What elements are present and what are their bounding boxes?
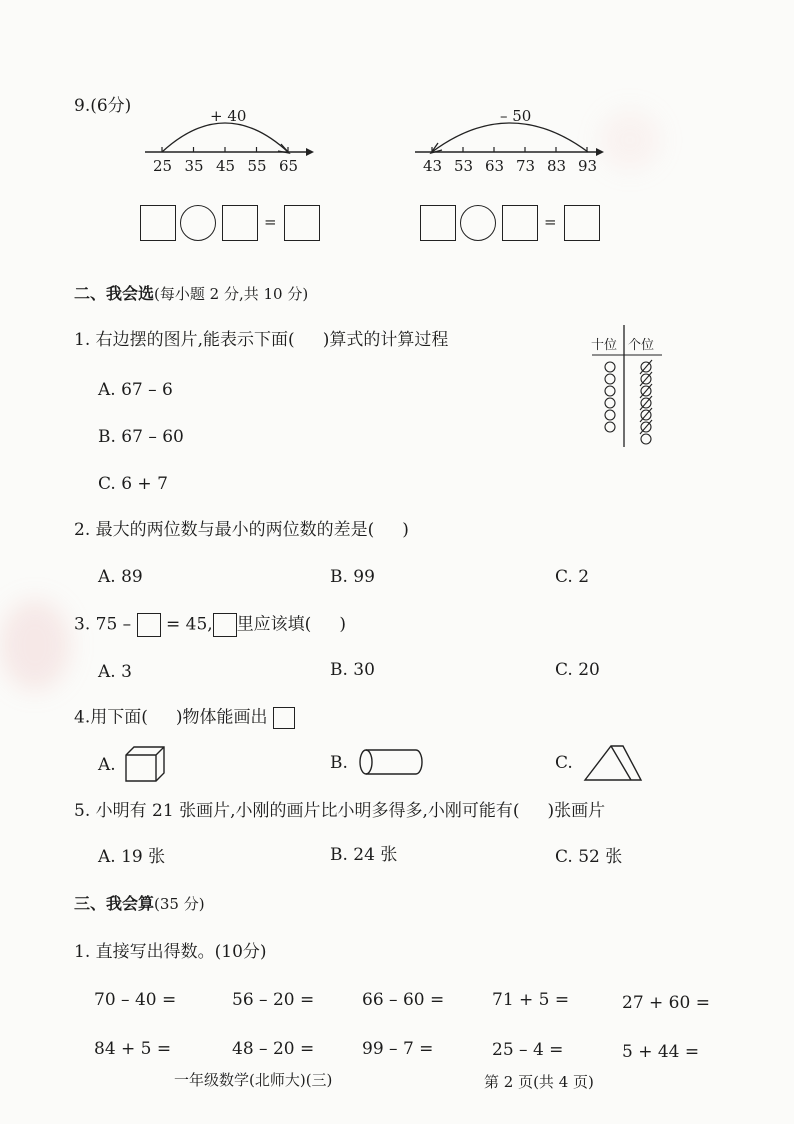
answer-box[interactable] <box>420 205 456 241</box>
tens-bead <box>605 410 615 420</box>
axis-arrow-right <box>596 148 604 156</box>
footer-page: 第 2 页(共 4 页) <box>484 1073 594 1091</box>
section2-title: 二、我会选 <box>74 284 155 303</box>
q2-text-b: ) <box>402 520 409 540</box>
q1-stem <box>74 330 448 350</box>
ones-label: 个位 <box>628 338 655 353</box>
tick-label: 25 <box>153 157 173 175</box>
equals-sign: = <box>544 213 557 231</box>
jump-arc-right <box>432 123 588 152</box>
calc-item[interactable]: 99 – 7 = <box>362 1039 434 1059</box>
operator-circle[interactable] <box>460 205 496 241</box>
q3-pre: 75 – <box>95 614 132 635</box>
q2-text-a: 最大的两位数与最小的两位数的差是( <box>95 520 375 540</box>
answer-box[interactable] <box>284 205 320 241</box>
section2-note: (每小题 2 分,共 10 分) <box>154 285 309 303</box>
tick-label: 93 <box>578 157 598 175</box>
section2-header <box>74 284 308 304</box>
q2-num: 2. <box>74 520 91 540</box>
q1-text-b: )算式的计算过程 <box>322 330 449 350</box>
ones-bead <box>641 434 651 444</box>
place-value-chart <box>590 325 670 475</box>
q1-option-c[interactable]: C. 6 + 7 <box>98 474 168 494</box>
axis-arrow-left <box>306 148 314 156</box>
q3-mid: = 45, <box>166 614 213 635</box>
prism-icon <box>583 742 645 784</box>
q1-num: 1. <box>74 330 91 350</box>
q4-option-c[interactable]: C. <box>555 753 573 773</box>
jump-label-left: + 40 <box>210 107 247 125</box>
q2-stem <box>74 520 409 540</box>
calc-item[interactable]: 56 – 20 = <box>232 990 315 1010</box>
q4-text-b: )物体能画出 <box>175 707 268 728</box>
q5-option-b[interactable]: B. 24 张 <box>330 845 398 865</box>
q3-option-c[interactable]: C. 20 <box>555 660 600 680</box>
tens-label: 十位 <box>591 338 618 353</box>
q3-stem <box>74 613 346 637</box>
equals-sign: = <box>264 213 277 231</box>
footer-subject: 一年级数学(北师大)(三) <box>174 1071 333 1089</box>
q4-option-a[interactable]: A. <box>98 755 116 775</box>
tens-bead <box>605 362 615 372</box>
q2-option-c[interactable]: C. 2 <box>555 567 590 587</box>
jump-label-right: – 50 <box>500 107 532 125</box>
cube-icon <box>124 745 168 783</box>
blank-box[interactable] <box>137 613 161 637</box>
q4-text-a: 用下面( <box>90 707 148 728</box>
tick-label: 65 <box>279 157 299 175</box>
q9-label: 9.(6分) <box>74 96 132 116</box>
q3-post: 里应该填( <box>236 614 312 635</box>
tick-label: 53 <box>454 157 474 175</box>
q4-stem <box>74 707 295 729</box>
q1-text-a: 右边摆的图片,能表示下面( <box>95 330 295 350</box>
q5-num: 5. <box>74 801 91 821</box>
q3-option-a[interactable]: A. 3 <box>98 662 132 682</box>
tick-label: 63 <box>485 157 505 175</box>
answer-box[interactable] <box>140 205 176 241</box>
tens-bead <box>605 422 615 432</box>
q4-option-b[interactable]: B. <box>330 753 348 773</box>
square-icon <box>273 707 295 729</box>
s3-q1-label: 1. 直接写出得数。(10分) <box>74 942 267 962</box>
answer-box[interactable] <box>502 205 538 241</box>
q3-close: ) <box>339 614 346 635</box>
calc-item[interactable]: 5 + 44 = <box>622 1042 700 1062</box>
q3-num: 3. <box>74 614 91 635</box>
q5-stem <box>74 801 605 821</box>
operator-circle[interactable] <box>180 205 216 241</box>
scan-smudge <box>0 600 70 690</box>
q3-option-b[interactable]: B. 30 <box>330 660 375 680</box>
calc-item[interactable]: 27 + 60 = <box>622 993 710 1013</box>
blank-box[interactable] <box>213 613 237 637</box>
calc-item[interactable]: 66 – 60 = <box>362 990 445 1010</box>
calc-item[interactable]: 48 – 20 = <box>232 1039 315 1059</box>
tick-label: 45 <box>216 157 236 175</box>
q5-text-a: 小明有 21 张画片,小刚的画片比小明多得多,小刚可能有( <box>95 801 520 821</box>
tens-bead <box>605 386 615 396</box>
q5-option-a[interactable]: A. 19 张 <box>98 847 166 867</box>
answer-box[interactable] <box>564 205 600 241</box>
q2-option-b[interactable]: B. 99 <box>330 567 375 587</box>
q1-option-b[interactable]: B. 67 – 60 <box>98 427 184 447</box>
section3-header <box>74 894 205 914</box>
calc-item[interactable]: 84 + 5 = <box>94 1039 172 1059</box>
answer-box[interactable] <box>222 205 258 241</box>
cylinder-icon <box>356 748 426 778</box>
q5-text-b: )张画片 <box>547 801 606 821</box>
q1-option-a[interactable]: A. 67 – 6 <box>98 380 173 400</box>
q2-option-a[interactable]: A. 89 <box>98 567 143 587</box>
q5-option-c[interactable]: C. 52 张 <box>555 847 623 867</box>
tens-bead <box>605 374 615 384</box>
section3-note: (35 分) <box>154 895 205 913</box>
tick-label: 83 <box>547 157 567 175</box>
tick-label: 35 <box>184 157 204 175</box>
calc-item[interactable]: 25 – 4 = <box>492 1040 564 1060</box>
calc-item[interactable]: 71 + 5 = <box>492 990 570 1010</box>
tick-label: 55 <box>247 157 267 175</box>
calc-item[interactable]: 70 – 40 = <box>94 990 177 1010</box>
tick-label: 73 <box>516 157 536 175</box>
tick-label: 43 <box>423 157 443 175</box>
section3-title: 三、我会算 <box>74 894 155 913</box>
tens-bead <box>605 398 615 408</box>
q4-num: 4. <box>74 707 91 728</box>
